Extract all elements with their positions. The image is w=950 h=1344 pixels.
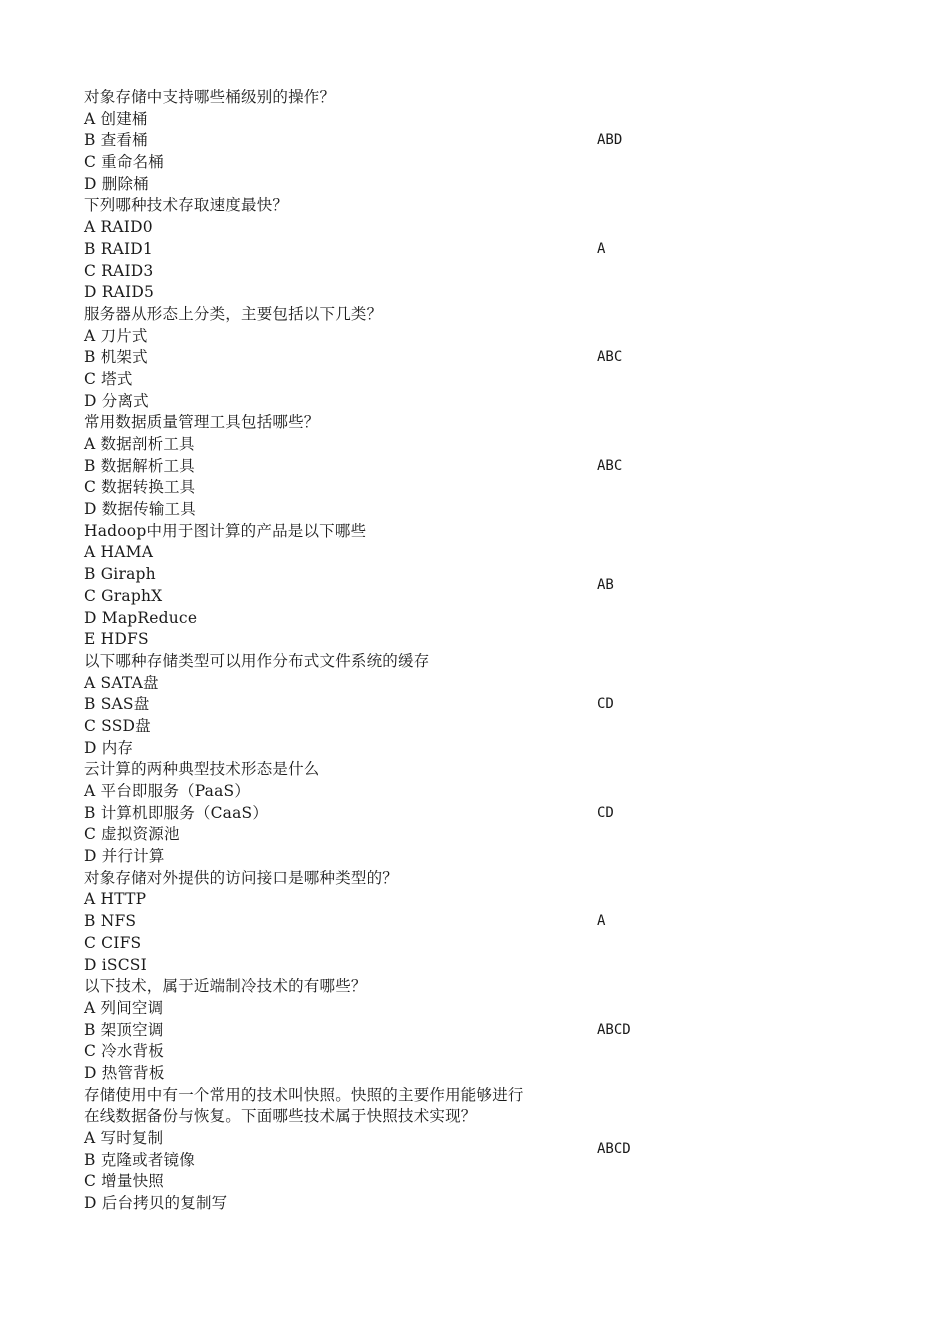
option-item: D 数据传输工具 [84,500,196,519]
option-item: C 冷水背板 [84,1042,164,1061]
question-block [84,304,784,412]
option-item: A SATA盘 [84,673,159,692]
question-block [84,87,784,195]
answer-key: A [597,240,606,257]
option-item: B 数据解析工具 [84,456,195,475]
question-block [84,195,784,303]
option-item: B 克隆或者镜像 [84,1150,195,1169]
answer-key: AB [597,576,614,593]
option-item: A 列间空调 [84,998,164,1017]
answer-key: ABC [597,457,623,474]
question-content [84,759,596,867]
option-item: A 平台即服务（PaaS） [84,782,251,800]
option-item: C 塔式 [84,369,133,388]
option-item: D iSCSI [84,955,147,974]
question-text: Hadoop中用于图计算的产品是以下哪些 [84,521,367,540]
answer-key: ABD [597,132,623,149]
option-item: D 后台拷贝的复制写 [84,1194,228,1213]
option-item: A 刀片式 [84,326,148,345]
option-item: D 删除桶 [84,174,149,193]
option-item: B SAS盘 [84,695,150,714]
question-content [84,87,596,195]
answer-key: CD [597,804,614,821]
option-item: C CIFS [84,933,142,952]
option-item: D 内存 [84,738,134,757]
question-text: 对象存储对外提供的访问接口是哪种类型的？ [84,868,399,887]
option-item: C 虚拟资源池 [84,825,180,844]
option-item: B NFS [84,912,137,931]
answer-key: ABCD [597,1140,631,1157]
question-block [84,1085,784,1215]
question-text: 常用数据质量管理工具包括哪些？ [84,413,320,432]
option-item: A RAID0 [84,218,153,237]
option-item: A HTTP [84,890,147,909]
question-text: 以下哪种存储类型可以用作分布式文件系统的缓存 [84,651,430,670]
option-item: D 并行计算 [84,847,165,866]
question-list [84,87,784,1215]
option-item: B Giraph [84,565,156,584]
option-item: D RAID5 [84,283,155,302]
question-text: 服务器从形态上分类，主要包括以下几类？ [84,304,383,323]
question-content [84,521,596,651]
question-block [84,651,784,759]
question-text: 在线数据备份与恢复。下面哪些技术属于快照技术实现？ [84,1107,477,1126]
option-item: B 架顶空调 [84,1020,164,1039]
question-text: 存储使用中有一个常用的技术叫快照。快照的主要作用能够进行 [84,1085,524,1104]
option-item: B 查看桶 [84,131,148,150]
question-content [84,412,596,520]
option-item: C SSD盘 [84,716,151,735]
question-block [84,868,784,976]
question-text: 对象存储中支持哪些桶级别的操作？ [84,88,336,106]
question-content [84,195,596,303]
question-content [84,651,596,759]
question-block [84,976,784,1084]
option-item: D 热管背板 [84,1063,165,1082]
question-content [84,868,596,976]
option-item: A 创建桶 [84,109,148,128]
question-text: 以下技术，属于近端制冷技术的有哪些？ [84,977,367,996]
question-content [84,304,596,412]
option-item: B RAID1 [84,239,153,258]
option-item: C GraphX [84,586,163,605]
option-item: C 增量快照 [84,1172,164,1191]
question-block [84,521,784,651]
option-item: B 计算机即服务（CaaS） [84,803,269,822]
option-item: D MapReduce [84,608,198,627]
question-content [84,976,596,1084]
option-item: C 重命名桶 [84,153,164,172]
question-content [84,1085,596,1215]
question-block [84,759,784,867]
option-item: A 写时复制 [84,1129,164,1147]
option-item: A 数据剖析工具 [84,435,195,453]
answer-key: ABC [597,349,623,366]
option-item: C RAID3 [84,261,154,280]
question-block [84,412,784,520]
question-text: 云计算的两种典型技术形态是什么 [84,760,320,779]
answer-key: CD [597,696,614,713]
option-item: B 机架式 [84,348,148,367]
answer-key: ABCD [597,1021,631,1038]
option-item: A HAMA [84,543,154,562]
answer-key: A [597,913,606,930]
question-text: 下列哪种技术存取速度最快？ [84,196,289,215]
option-item: D 分离式 [84,391,149,410]
option-item: E HDFS [84,630,149,649]
option-item: C 数据转换工具 [84,478,196,497]
